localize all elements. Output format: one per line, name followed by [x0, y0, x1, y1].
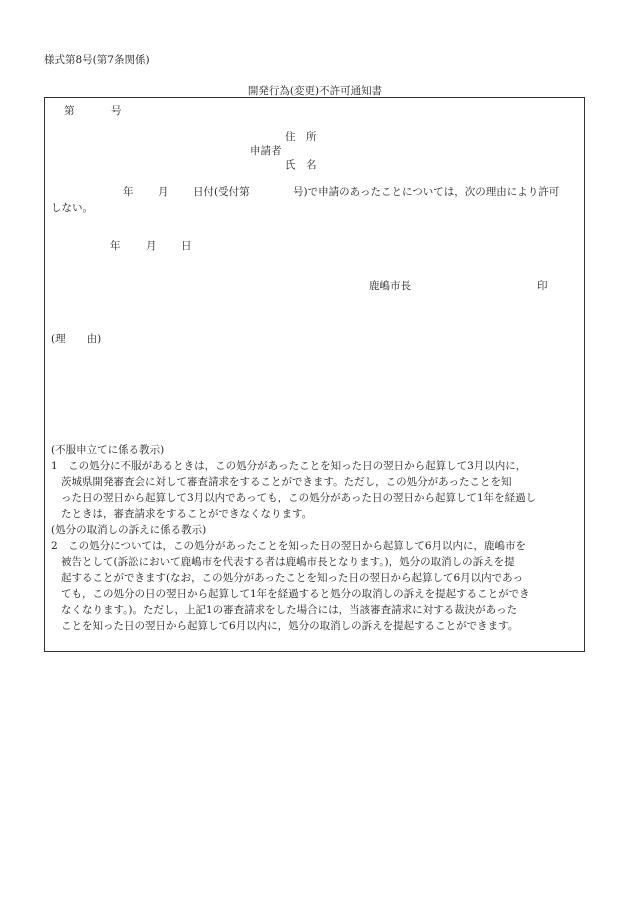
applicant-name-label: 氏 名	[285, 159, 317, 171]
applicant-address-label: 住 所	[285, 131, 317, 143]
appeal-notice-heading: (不服申立てに係る教示)	[51, 444, 165, 456]
date-day: 日	[181, 240, 192, 252]
appeal-notice-line: たときは，審査請求をすることができなくなります。	[61, 508, 313, 520]
issuer-name: 鹿嶋市長	[369, 280, 411, 292]
seal-mark: 印	[537, 280, 548, 292]
appeal-notice-line: 1 この処分に不服があるときは，この処分があったことを知った日の翌日から起算して3月以内に，	[51, 460, 527, 472]
body-day-reception: 日付(受付第	[193, 186, 250, 198]
form-number-label: 様式第8号(第7条関係)	[44, 54, 150, 66]
document-title: 開発行為(変更)不許可通知書	[247, 85, 383, 97]
date-year: 年	[110, 240, 121, 252]
revocation-notice-line: ても，この処分の日の翌日から起算して1年を経過すると処分の取消しの訴えを提起することができ	[61, 588, 530, 600]
body-go-continuation: 号)で申請のあったことについては，次の理由により許可	[293, 186, 560, 198]
revocation-notice-line: 2 この処分については，この処分があったことを知った日の翌日から起算して6月以内に，鹿嶋市を	[51, 540, 527, 552]
revocation-notice-heading: (処分の取消しの訴えに係る教示)	[51, 524, 207, 536]
revocation-notice-line: 被告として(訴訟において鹿嶋市を代表する者は鹿嶋市長となります。)，処分の取消しの訴えを提	[61, 556, 515, 568]
appeal-notice-line: った日の翌日から起算して3月以内であっても，この処分があった日の翌日から起算して1年を経過し	[61, 492, 537, 504]
applicant-label: 申請者	[250, 145, 282, 157]
doc-number-dai: 第	[64, 105, 75, 117]
doc-number-go: 号	[111, 105, 122, 117]
body-year: 年	[123, 186, 134, 198]
reason-label: (理 由)	[51, 333, 102, 345]
revocation-notice-line: なくなります。)。ただし，上記1の審査請求をした場合には，当該審査請求に対する裁決があった	[61, 604, 518, 616]
revocation-notice-line: 起することができます(なお，この処分があったことを知った日の翌日から起算して6月以内であっ	[61, 572, 524, 584]
body-month: 月	[158, 186, 169, 198]
body-line-2: しない。	[51, 202, 93, 214]
notice-frame	[44, 97, 585, 652]
appeal-notice-line: 茨城県開発審査会に対して審査請求をすることができます。ただし，この処分があったことを知	[61, 476, 512, 488]
revocation-notice-line: ことを知った日の翌日から起算して6月以内に，処分の取消しの訴えを提起することができます。	[61, 620, 519, 632]
date-month: 月	[146, 240, 157, 252]
